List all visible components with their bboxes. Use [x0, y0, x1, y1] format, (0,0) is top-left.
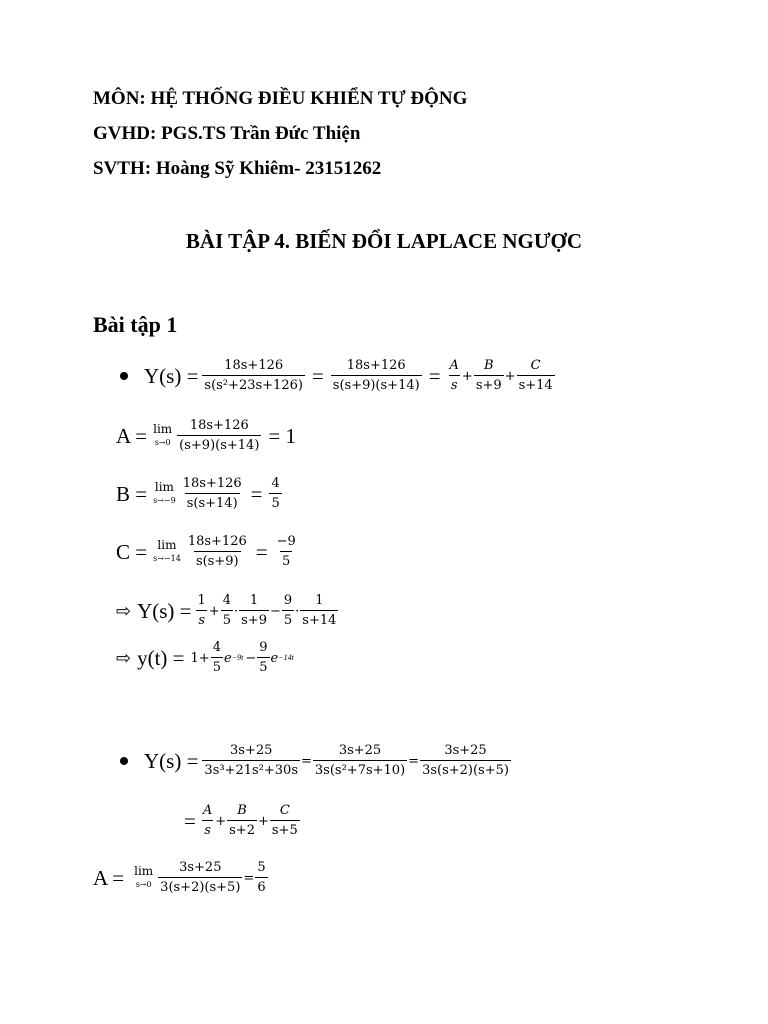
p1-fraction-2: $\frac{18s+126}{s(s+9)(s+14)}$ — [332, 358, 420, 393]
p2-coef-a: A = lim s→0 $\frac{3s+25}{3(s+2)(s+5)}$ = $\frac{5}{6}$ — [93, 860, 266, 895]
p1-coef-a: A = lim s→0 $\frac{18s+126}{(s+9)(s+14)}$ = 1 — [116, 418, 296, 453]
section-heading: Bài tập 1 — [93, 312, 178, 337]
p1-coef-c: C = lim s→−14 $\frac{18s+126}{s(s+9)}$ = $\frac{-9}{5}$ — [116, 534, 296, 569]
bullet-icon — [120, 757, 128, 765]
limit: lim s→0 — [153, 422, 173, 447]
p1-ys-equation: Y(s) = $\frac{18s+126}{\text{s(s²+23s+126)}}$ = $\frac{18s+126}{s(s+9)(s+14)}$ = $\frac{A}{s}$ + $\frac{B}{s+9}$ + $\frac{C}{s+14}$ — [116, 358, 556, 394]
p2-partial-fractions: = $\frac{A}{s}$ + $\frac{B}{s+2}$ + $\frac{C}{s+5}$ — [184, 803, 298, 838]
p1-fraction-1: $\frac{18s+126}{\text{s(s²+23s+126)}}$ — [204, 358, 303, 393]
document-title: BÀI TẬP 4. BIẾN ĐỔI LAPLACE NGƯỢC — [185, 229, 583, 253]
bullet-icon — [120, 372, 128, 380]
arrow-right-icon: ⇨ — [116, 600, 132, 622]
limit: lim s→0 — [134, 864, 154, 889]
student-line: SVTH: Hoàng Sỹ Khiêm- 23151262 — [93, 158, 382, 179]
limit: lim s→−9 — [153, 480, 176, 505]
subject-line: MÔN: HỆ THỐNG ĐIỀU KHIỂN TỰ ĐỘNG — [93, 88, 468, 109]
p1-ys-label: Y(s) = — [144, 363, 199, 388]
p1-yt-result: ⇨ y(t) = 1 + $\frac{4}{5}$ e −9t − $\frac{9}{5}$ e −14t — [116, 640, 294, 675]
limit: lim s→−14 — [153, 538, 181, 563]
arrow-right-icon: ⇨ — [116, 647, 132, 669]
p1-part-a: $\frac{A}{s}$ — [449, 358, 459, 393]
p1-part-b: $\frac{B}{s+9}$ — [475, 358, 502, 393]
advisor-line: GVHD: PGS.TS Trần Đức Thiện — [93, 123, 361, 144]
p1-coef-b: B = lim s→−9 $\frac{18s+126}{s(s+14)}$ = $\frac{4}{5}$ — [116, 476, 280, 511]
p1-part-c: $\frac{C}{s+14}$ — [518, 358, 553, 393]
p1-ys-result: ⇨ Y(s) = $\frac{1}{s}$ + $\frac{4}{5}$ · $\frac{1}{s+9}$ − $\frac{9}{5}$ · $\frac{1}{s+14}$ — [116, 593, 337, 628]
p2-ys-equation: Y(s) = $\frac{3s+25}{\text{3s³+21s²+30s}}$ = $\frac{3s+25}{\text{3s(s²+7s+10)}}$ = $\frac{3s+25}{3s(s+2)(s+5)}$ — [116, 743, 512, 779]
